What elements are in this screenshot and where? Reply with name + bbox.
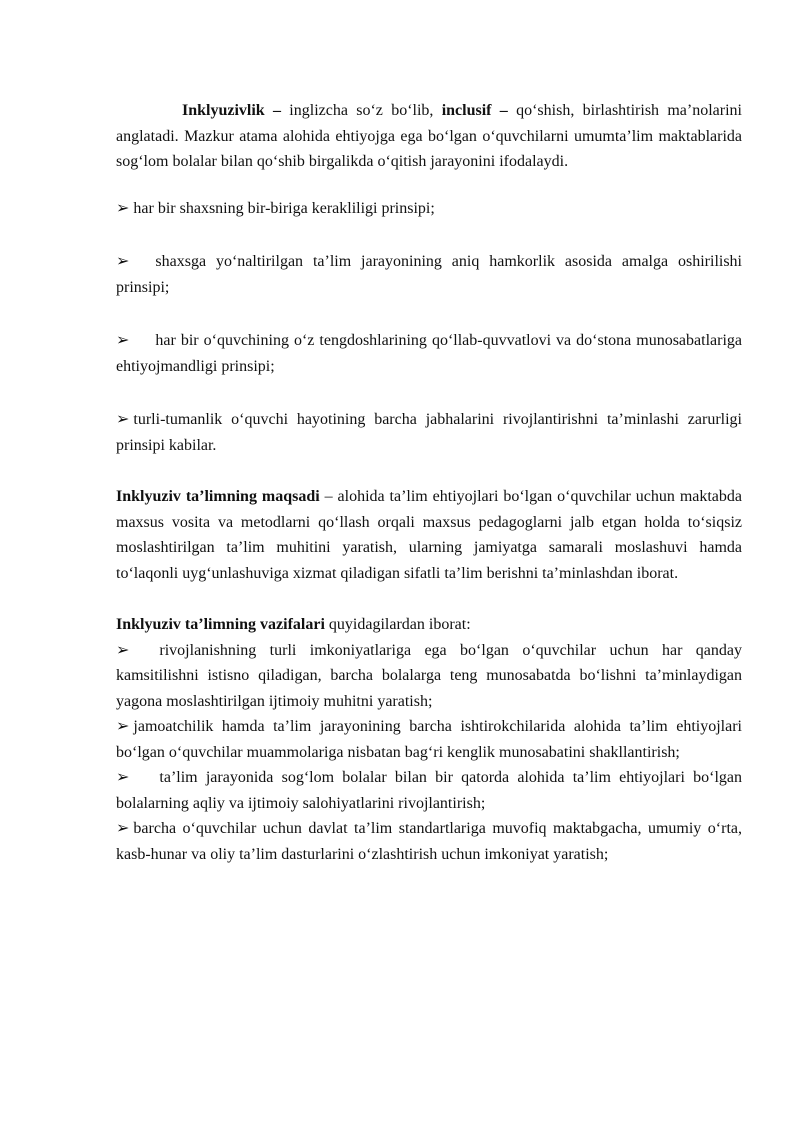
tasks-title: Inklyuziv ta’limning vazifalari [116,616,325,633]
principle-item [116,196,742,222]
term-inklyuzivlik: Inklyuzivlik – [182,102,281,119]
task-item [116,765,742,816]
arrow-bullet-icon: ➢ [116,199,130,217]
goal-text: alohida ta’lim ehtiyojlari bo‘lgan o‘quvchilar uchun maktabda maxsus vosita va metodlarni qo‘llash orqali maxsus pedagoglarni jalb etgan holda to‘siqsiz moslashtirilgan ta’lim muhitini yaratish, ularning jamiyatga samarali moslashuvi hamda to‘laqonli uyg‘unlashuviga xizmat qiladigan sifatli ta’lim berishni ta’minlashdan iborat. [116,488,743,582]
arrow-bullet-icon: ➢ [116,253,130,270]
principle-item [116,407,742,458]
arrow-bullet-icon: ➢ [116,411,130,428]
arrow-bullet-icon: ➢ [116,718,130,735]
arrow-bullet-icon: ➢ [116,332,130,349]
principle-text: har bir o‘quvchining o‘z tengdoshlarining qo‘llab-quvvatlovi va do‘stona munosabatlariga ehtiyojmandligi prinsipi; [116,332,742,375]
task-item [116,816,742,867]
tasks-heading [116,612,742,638]
task-item [116,638,742,715]
principle-text: turli-tumanlik o‘quvchi hayotining barcha jabhalarini rivojlantirishni ta’minlashi zarurligi prinsipi kabilar. [116,411,742,454]
arrow-bullet-icon: ➢ [116,820,130,837]
task-text: ta’lim jarayonida sog‘lom bolalar bilan bir qatorda alohida ta’lim ehtiyojlari bo‘lgan bolalarning aqliy va ijtimoiy salohiyatlarini rivojlantirish; [116,769,742,812]
principle-item [116,328,742,379]
intro-paragraph [116,98,742,175]
task-text: jamoatchilik hamda ta’lim jarayonining barcha ishtirokchilarida alohida ta’lim ehtiyojlari bo‘lgan o‘quvchilar muammolariga nisbatan bag‘ri kenglik munosabatini shakllantirish; [116,718,742,761]
term-inclusif: inclusif – [441,102,508,119]
goal-paragraph [116,484,742,586]
task-item [116,714,742,765]
goal-dash: – [319,488,338,505]
document-page [116,98,742,867]
intro-text-1: inglizcha so‘z bo‘lib, [281,102,442,119]
task-text: rivojlanishning turli imkoniyatlariga ega bo‘lgan o‘quvchilar uchun har qanday kamsitilishni istisno qiladigan, barcha bolalarga teng munosabatda bo‘lishni ta’minlaydigan yagona moslashtirilgan ijtimoiy muhitni yaratish; [116,641,742,710]
tasks-suffix: quyidagilardan iborat: [324,616,471,633]
principle-text: har bir shaxsning bir-biriga kerakliligi prinsipi; [133,199,435,217]
arrow-bullet-icon: ➢ [116,769,130,786]
task-text: barcha o‘quvchilar uchun davlat ta’lim standartlariga muvofiq maktabgacha, umumiy o‘rta, kasb-hunar va oliy ta’lim dasturlarini o‘zlashtirish uchun imkoniyat yaratish; [116,820,742,863]
intro-text-2: qo‘shish, birlashtirish ma’nolarini anglatadi. Mazkur atama alohida ehtiyojga ega bo‘lgan o‘quvchilarni umumta’lim maktablarida sog‘lom bolalar bilan qo‘shib birgalikda o‘qitish jarayonini ifodalaydi. [116,102,742,170]
goal-title: Inklyuziv ta’limning maqsadi [116,488,320,505]
principle-text: shaxsga yo‘naltirilgan ta’lim jarayonining aniq hamkorlik asosida amalga oshirilishi prinsipi; [116,253,742,296]
arrow-bullet-icon: ➢ [116,641,130,659]
principle-item [116,249,742,300]
